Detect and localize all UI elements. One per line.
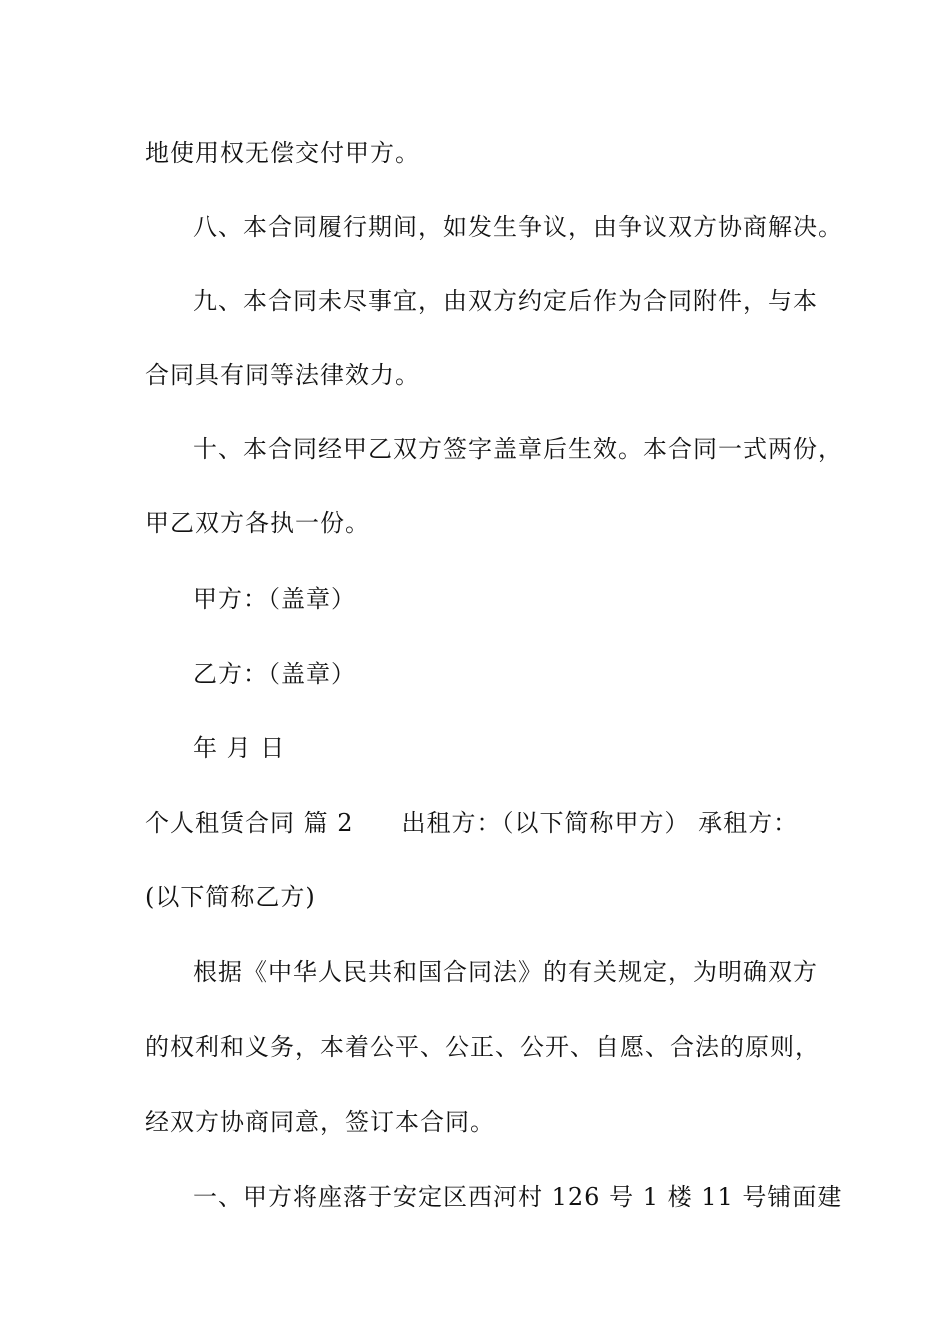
- clause-10: 十、本合同经甲乙双方签字盖章后生效。本合同一式两份，: [193, 435, 843, 463]
- preamble-line: 根据《中华人民共和国合同法》的有关规定，为明确双方: [193, 958, 818, 986]
- paragraph-line: 合同具有同等法律效力。: [145, 361, 420, 389]
- clause-1: 一、甲方将座落于安定区西河村 126 号 1 楼 11 号铺面建: [193, 1183, 843, 1211]
- paragraph-line: 地使用权无偿交付甲方。: [145, 139, 420, 167]
- contract-title: 个人租赁合同 篇 2: [145, 809, 354, 837]
- preamble-line: 的权利和义务，本着公平、公正、公开、自愿、合法的原则，: [145, 1033, 820, 1061]
- date-line: 年 月 日: [193, 734, 286, 762]
- paragraph-line: 甲乙双方各执一份。: [145, 509, 370, 537]
- party-b-signature: 乙方：（盖章）: [193, 660, 356, 688]
- clause-9: 九、本合同未尽事宜，由双方约定后作为合同附件，与本: [193, 287, 818, 315]
- parties-line: 出租方：（以下简称甲方） 承租方：: [401, 809, 799, 837]
- preamble-line: 经双方协商同意，签订本合同。: [145, 1108, 495, 1136]
- party-a-signature: 甲方：（盖章）: [193, 585, 356, 613]
- clause-8: 八、本合同履行期间，如发生争议，由争议双方协商解决。: [193, 213, 843, 241]
- contract-heading-line: [145, 807, 798, 839]
- paragraph-line: (以下简称乙方): [145, 883, 316, 911]
